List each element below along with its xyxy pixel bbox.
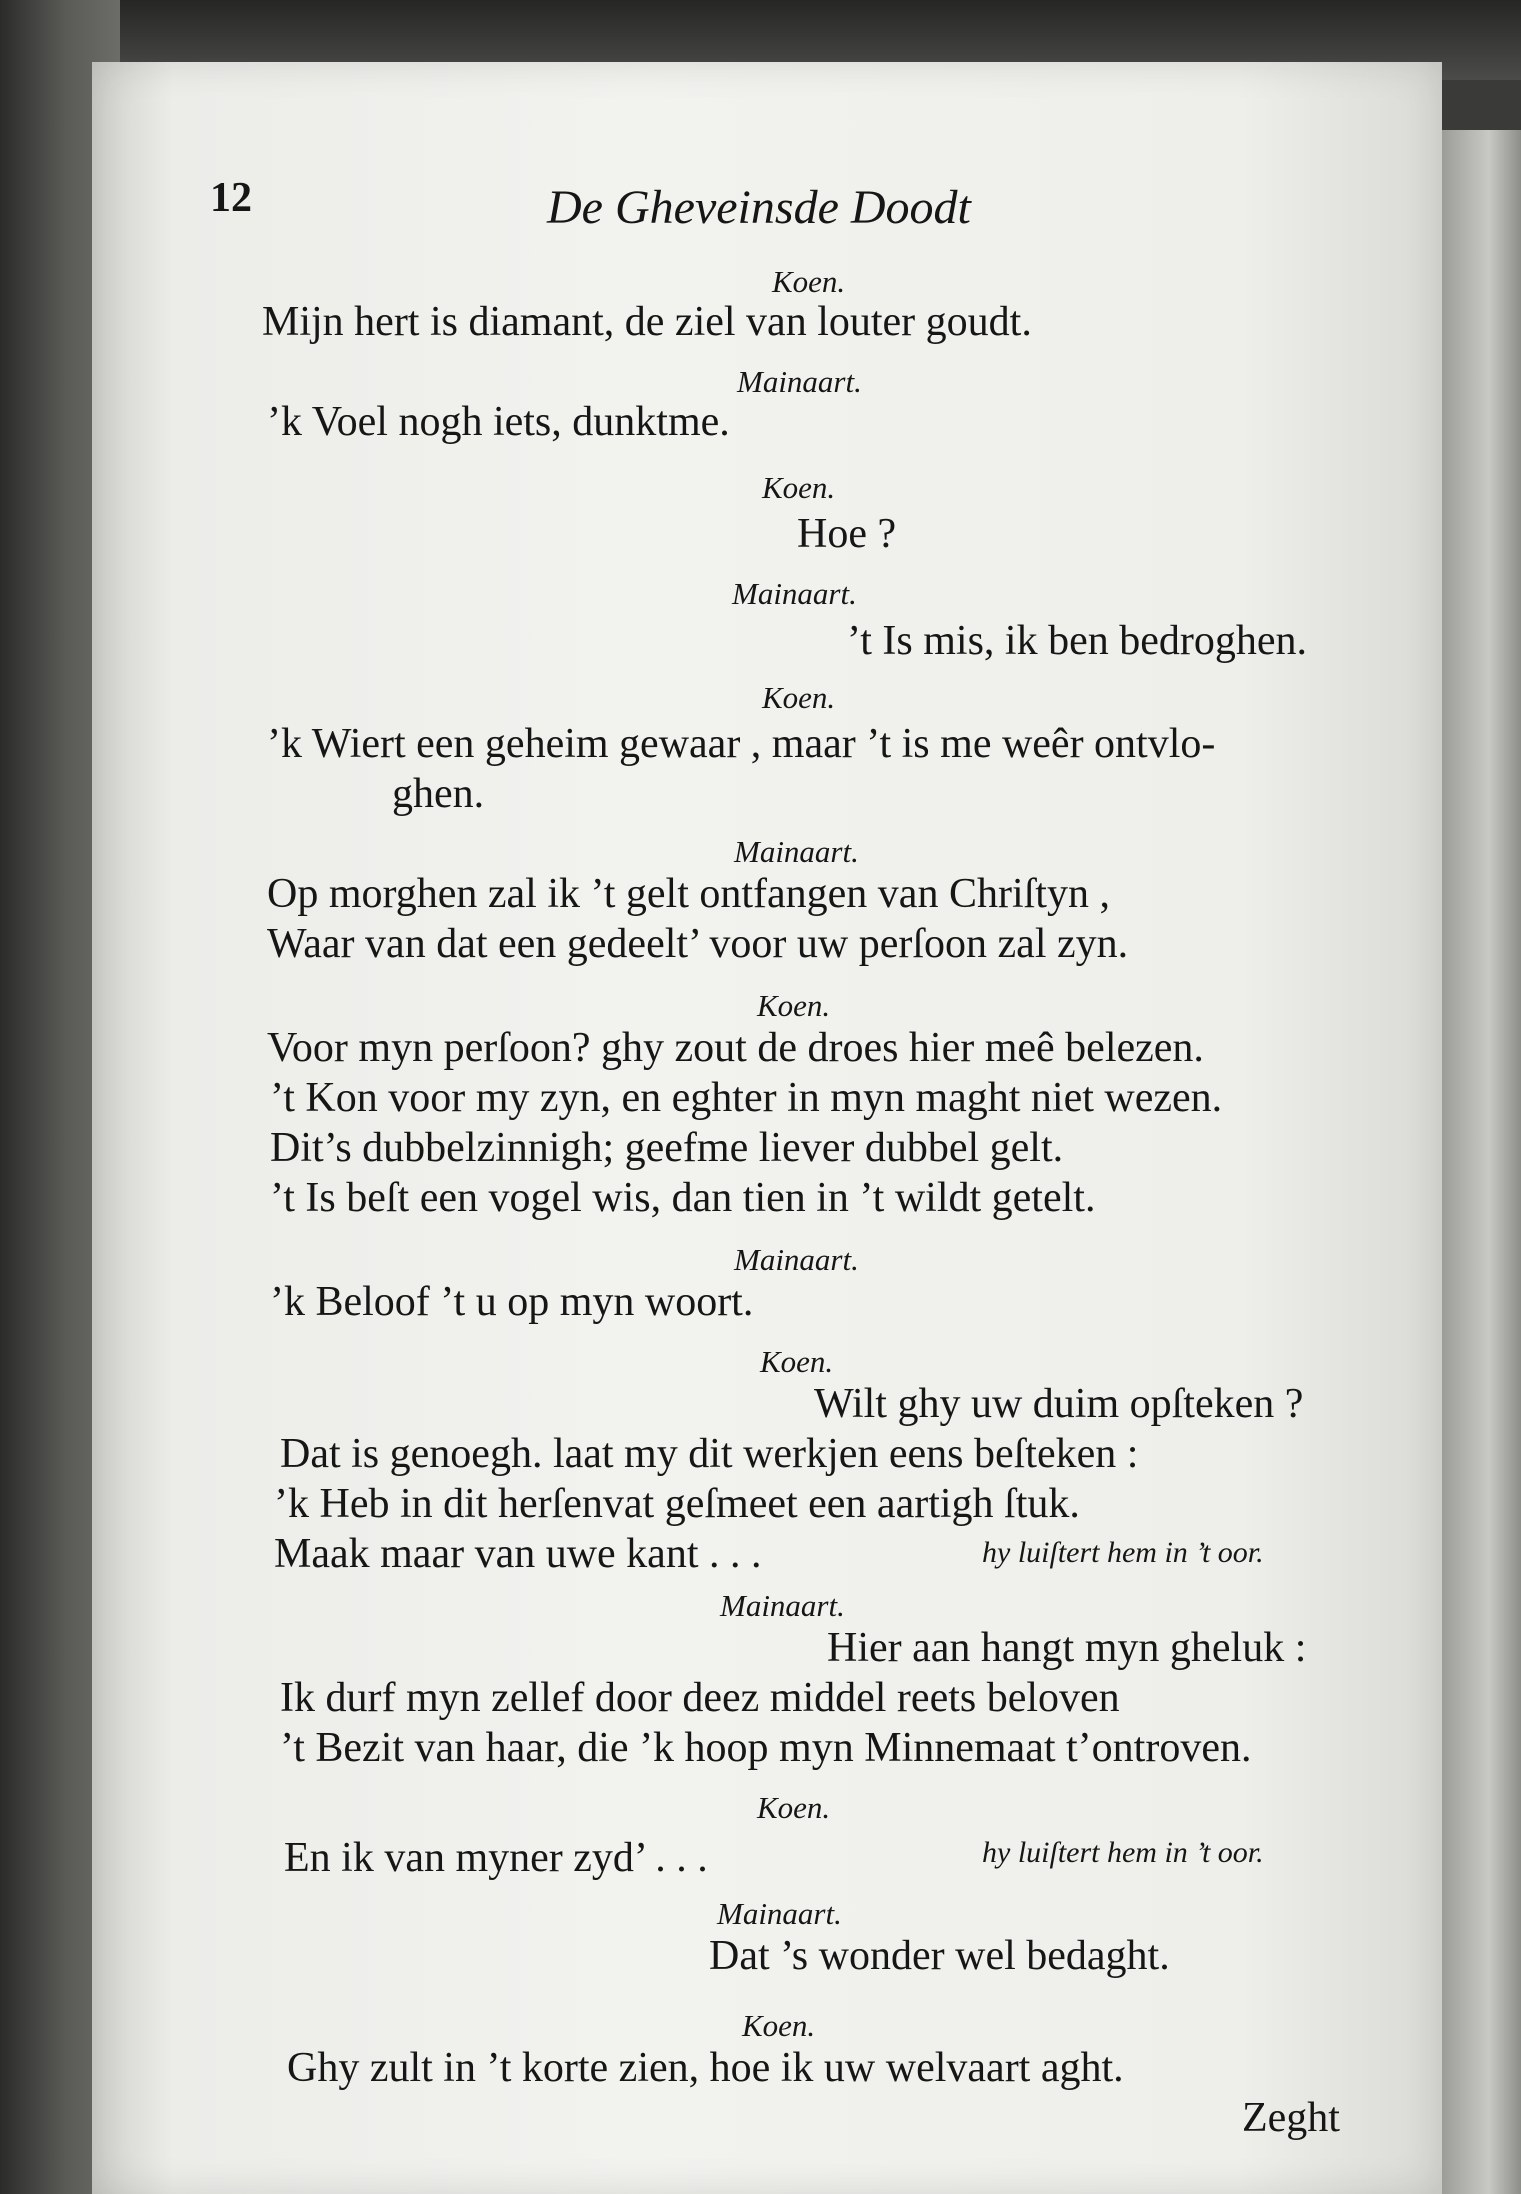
verse-line: Hier aan hangt myn gheluk :: [827, 1625, 1307, 1671]
speaker-name: Mainaart.: [732, 576, 857, 611]
verse-line: Waar van dat een gedeelt’ voor uw perſoon zal zyn.: [267, 921, 1129, 967]
speaker-name: Mainaart.: [734, 1242, 859, 1277]
verse-line: ’k Voel nogh iets, dunktme.: [267, 399, 730, 445]
running-title: De Gheveinsde Doodt: [547, 181, 971, 234]
verse-line: Mijn hert is diamant, de ziel van louter goudt.: [262, 299, 1032, 345]
speaker-name: Koen.: [772, 264, 846, 299]
verse-line: ’t Is mis, ik ben bedroghen.: [847, 618, 1307, 664]
speaker-name: Koen.: [762, 470, 836, 505]
speaker-name: Koen.: [757, 1790, 831, 1825]
speaker-name: Mainaart.: [734, 834, 859, 869]
next-page-edge: [1440, 130, 1521, 2194]
verse-line: Wilt ghy uw duim opſteken ?: [814, 1381, 1304, 1427]
speaker-name: Koen.: [757, 988, 831, 1023]
book-page: [92, 62, 1442, 2194]
stage-direction: hy luiſtert hem in ’t oor.: [982, 1536, 1264, 1569]
verse-line: Ik durf myn zellef door deez middel reets beloven: [280, 1675, 1120, 1721]
verse-line: ’t Is beſt een vogel wis, dan tien in ’t wildt getelt.: [270, 1175, 1096, 1221]
speaker-name: Koen.: [760, 1344, 834, 1379]
verse-line: Voor myn perſoon? ghy zout de droes hier meê belezen.: [267, 1025, 1204, 1071]
speaker-name: Mainaart.: [737, 364, 862, 399]
verse-line: ghen.: [392, 771, 485, 817]
speaker-name: Koen.: [762, 680, 836, 715]
verse-line: Ghy zult in ’t korte zien, hoe ik uw welvaart aght.: [287, 2045, 1124, 2091]
verse-line: ’t Bezit van haar, die ’k hoop myn Minnemaat t’ontroven.: [280, 1725, 1252, 1771]
stage-direction: hy luiſtert hem in ’t oor.: [982, 1836, 1264, 1869]
verse-line: Hoe ?: [797, 511, 897, 557]
verse-line: Op morghen zal ik ’t gelt ontfangen van Chriſtyn ,: [267, 871, 1110, 917]
verse-line: Maak maar van uwe kant . . .: [274, 1531, 762, 1577]
verse-line: En ik van myner zyd’ . . .: [284, 1835, 708, 1881]
speaker-name: Mainaart.: [717, 1896, 842, 1931]
verse-line: Dit’s dubbelzinnigh; geefme liever dubbel gelt.: [270, 1125, 1064, 1171]
verse-line: ’k Wiert een geheim gewaar , maar ’t is me weêr ontvlo-: [267, 721, 1216, 767]
verse-line: Dat ’s wonder wel bedaght.: [709, 1933, 1170, 1979]
verse-line: ’k Heb in dit herſenvat geſmeet een aartigh ſtuk.: [274, 1481, 1080, 1527]
verse-line: Dat is genoegh. laat my dit werkjen eens beſteken :: [280, 1431, 1139, 1477]
speaker-name: Mainaart.: [720, 1588, 845, 1623]
page-number: 12: [210, 175, 252, 221]
verse-line: ’k Beloof ’t u op myn woort.: [270, 1279, 754, 1325]
catchword: Zeght: [1242, 2095, 1340, 2141]
speaker-name: Koen.: [742, 2008, 816, 2043]
verse-line: ’t Kon voor my zyn, en eghter in myn maght niet wezen.: [270, 1075, 1223, 1121]
